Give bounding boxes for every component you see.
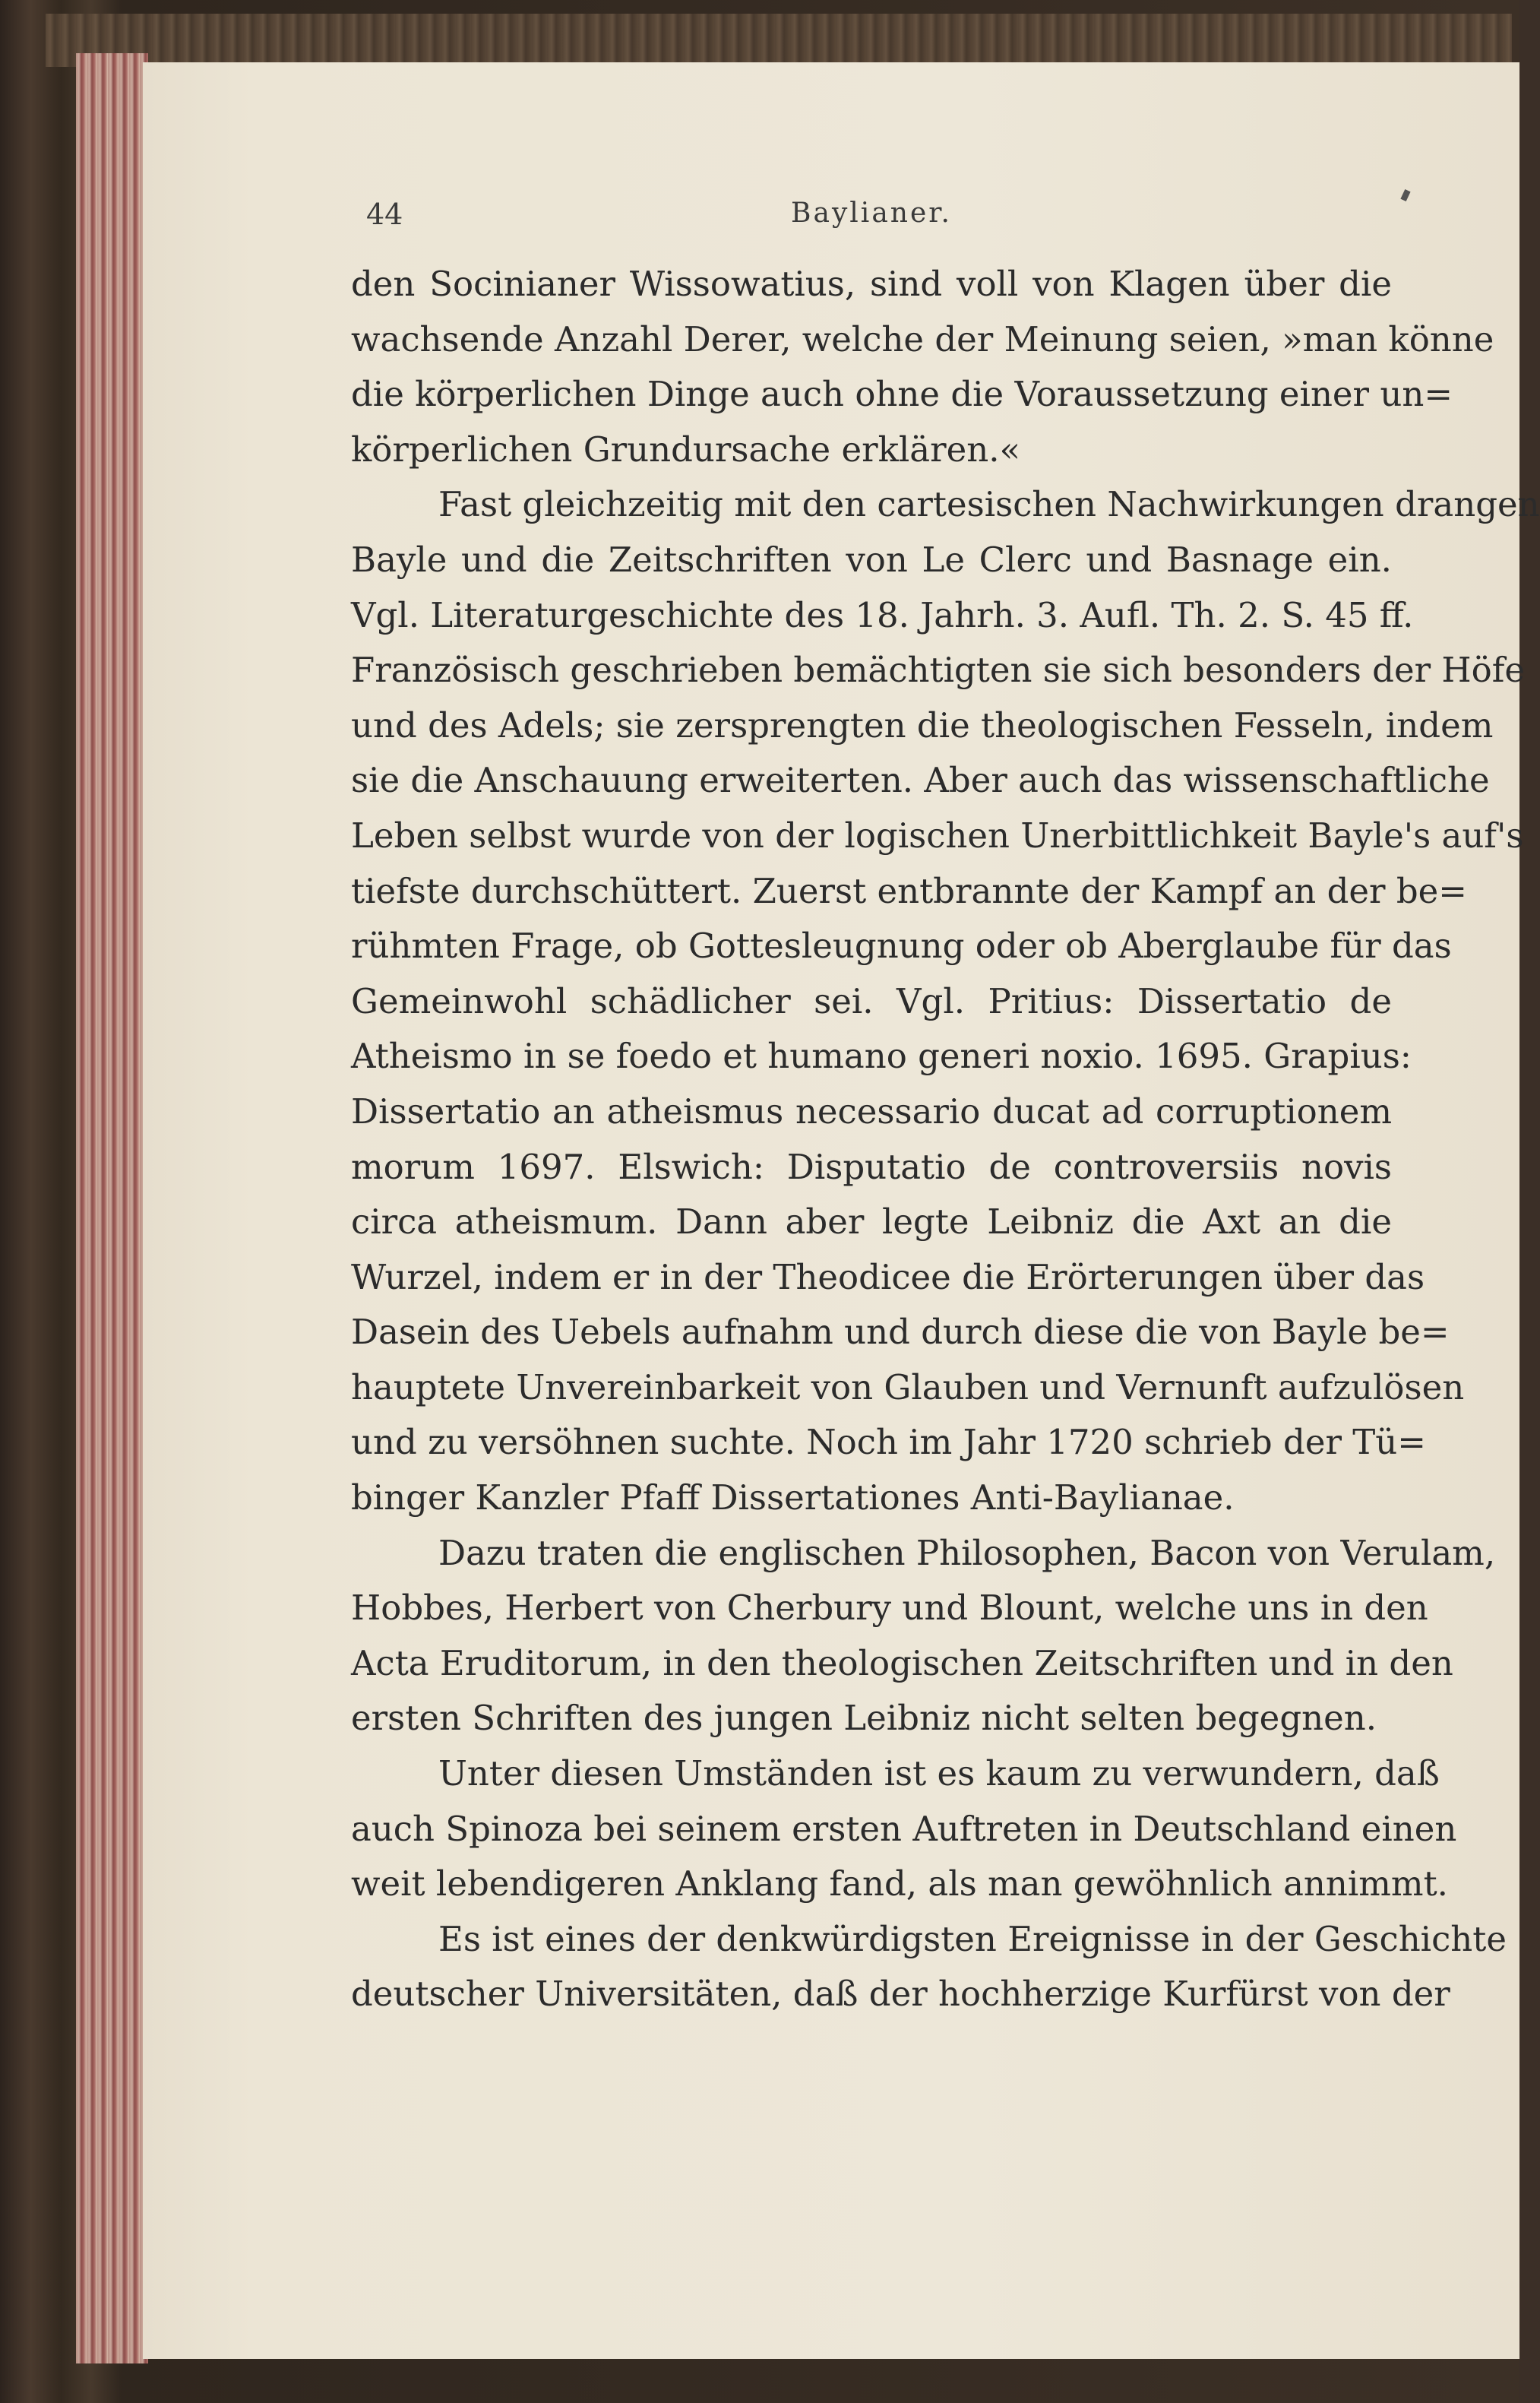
text-line: auch Spinoza bei seinem ersten Auftreten in Deutschland einen <box>351 1808 1457 1849</box>
text-line: Vgl. Literaturgeschichte des 18. Jahrh. 3. Aufl. Th. 2. S. 45 ff. <box>351 594 1414 635</box>
text-line: Dissertatio an atheismus necessario ducat ad corruptionem <box>351 1091 1392 1132</box>
text-line: den Socinianer Wissowatius, sind voll von Klagen über die <box>351 264 1392 304</box>
text-line: circa atheismum. Dann aber legte Leibniz die Axt an die <box>351 1202 1392 1243</box>
text-line: und des Adels; sie zersprengten die theologischen Fesseln, indem <box>351 704 1494 746</box>
text-line: rühmten Frage, ob Gottesleugnung oder ob Aberglaube für das <box>351 926 1452 967</box>
text-line: weit lebendigeren Anklang fand, als man gewöhnlich annimmt. <box>351 1863 1448 1904</box>
text-line: Dazu traten die englischen Philosophen, Bacon von Verulam, <box>438 1532 1496 1573</box>
body-text <box>351 257 1540 2022</box>
text-line: binger Kanzler Pfaff Dissertationes Anti-Baylianae. <box>351 1477 1235 1518</box>
text-line: Französisch geschrieben bemächtigten sie sich besonders der Höfe <box>351 650 1526 691</box>
text-line: die körperlichen Dinge auch ohne die Voraussetzung einer un= <box>351 374 1453 415</box>
text-line: körperlichen Grundursache erklären.« <box>351 429 1021 470</box>
text-line: Wurzel, indem er in der Theodicee die Erörterungen über das <box>351 1256 1425 1297</box>
text-line: Gemeinwohl schädlicher sei. Vgl. Pritius: Dissertatio de <box>351 980 1392 1021</box>
text-line: morum 1697. Elswich: Disputatio de controversiis novis <box>351 1146 1392 1187</box>
text-line: und zu versöhnen suchte. Noch im Jahr 1720 schrieb der Tü= <box>351 1422 1426 1463</box>
page-edges <box>76 53 148 2363</box>
page-header <box>351 194 1392 239</box>
text-line: Leben selbst wurde von der logischen Unerbittlichkeit Bayle's auf's <box>351 815 1524 856</box>
text-line: Dasein des Uebels aufnahm und durch diese die von Bayle be= <box>351 1312 1450 1353</box>
text-line: hauptete Unvereinbarkeit von Glauben und Vernunft aufzulösen <box>351 1366 1465 1407</box>
text-line: tiefste durchschüttert. Zuerst entbrannte der Kampf an der be= <box>351 870 1467 911</box>
text-line: Es ist eines der denkwürdigsten Ereignisse in der Geschichte <box>438 1918 1507 1959</box>
text-line: Hobbes, Herbert von Cherbury und Blount, welche uns in den <box>351 1588 1428 1629</box>
text-line: Unter diesen Umständen ist es kaum zu verwundern, daß <box>438 1753 1440 1794</box>
text-line: sie die Anschauung erweiterten. Aber auch das wissenschaftliche <box>351 760 1490 801</box>
text-line: Bayle und die Zeitschriften von Le Clerc und Basnage ein. <box>351 539 1392 580</box>
text-line: Fast gleichzeitig mit den cartesischen Nachwirkungen drangen <box>438 484 1540 525</box>
text-line: Acta Eruditorum, in den theologischen Zeitschriften und in den <box>351 1642 1453 1683</box>
text-line: ersten Schriften des jungen Leibniz nicht selten begegnen. <box>351 1698 1377 1739</box>
text-line: Atheismo in se foedo et humano generi noxio. 1695. Grapius: <box>351 1036 1412 1077</box>
page-number: 44 <box>366 198 403 231</box>
running-title: Baylianer. <box>791 198 952 229</box>
text-line: deutscher Universitäten, daß der hochherzige Kurfürst von der <box>351 1974 1450 2015</box>
book-cover-edge <box>46 14 1512 67</box>
text-line: wachsende Anzahl Derer, welche der Meinung seien, »man könne <box>351 318 1494 359</box>
